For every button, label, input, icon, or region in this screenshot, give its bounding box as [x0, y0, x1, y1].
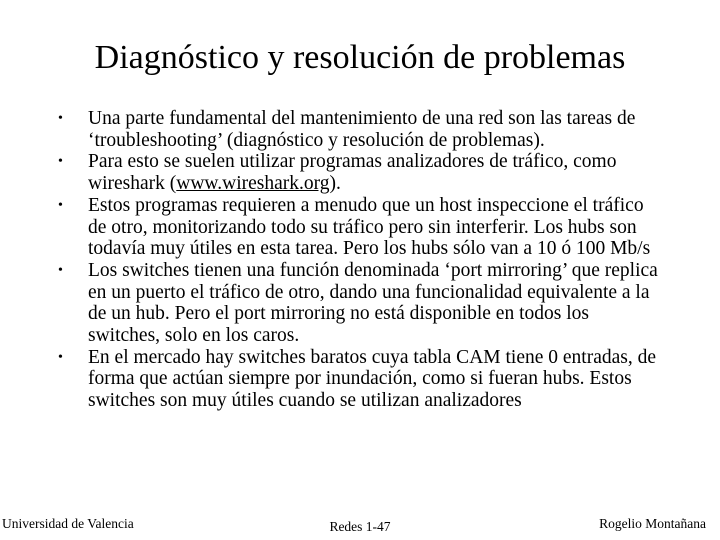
bullet-text: En el mercado hay switches baratos cuya tabla CAM tiene 0 entradas, de forma que actúan siempre por inundación, como si fueran hubs. Estos switches son muy útiles cuando se utilizan analizadores — [88, 346, 657, 412]
bullet-text: Los switches tienen una función denominada ‘port mirroring’ que replica en un puerto el tráfico de otro, dando una funcionalidad equivalente a la de un hub. Pero el port mirroring no está disponible en todos los switches, solo en los caros. — [88, 259, 658, 347]
bullet-icon: • — [58, 262, 63, 278]
bullet-list — [58, 108, 658, 412]
wireshark-link[interactable]: www.wireshark.org — [176, 173, 330, 195]
bullet-text: Estos programas requieren a menudo que un host inspeccione el tráfico de otro, monitorizando todo su tráfico pero sin interferir. Los hubs son todavía muy útiles en esta tarea. Pero los hubs sólo van a 10 ó 100 Mb/s — [88, 194, 651, 260]
bullet-item — [58, 347, 658, 412]
footer-slide-number: Redes 1-47 — [329, 519, 391, 534]
bullet-text: Para esto se suelen utilizar programas analizadores de tráfico, como wireshark ( — [88, 151, 617, 195]
bullet-item — [58, 260, 658, 347]
bullet-text-end: ). — [329, 173, 341, 195]
bullet-icon: • — [58, 111, 63, 126]
bullet-icon: • — [58, 349, 63, 365]
footer-author: Rogelio Montañana — [599, 516, 706, 531]
bullet-item — [58, 195, 658, 260]
footer-institution: Universidad de Valencia — [2, 516, 134, 531]
bullet-icon: • — [58, 197, 63, 213]
bullet-icon: • — [58, 154, 63, 170]
bullet-item — [58, 108, 658, 151]
bullet-text: Una parte fundamental del mantenimiento de una red son las tareas de ‘troubleshooting’ (diagnóstico y resolución de problemas). — [88, 108, 636, 151]
slide-title: Diagnóstico y resolución de problemas — [94, 39, 626, 76]
bullet-item — [58, 151, 658, 194]
